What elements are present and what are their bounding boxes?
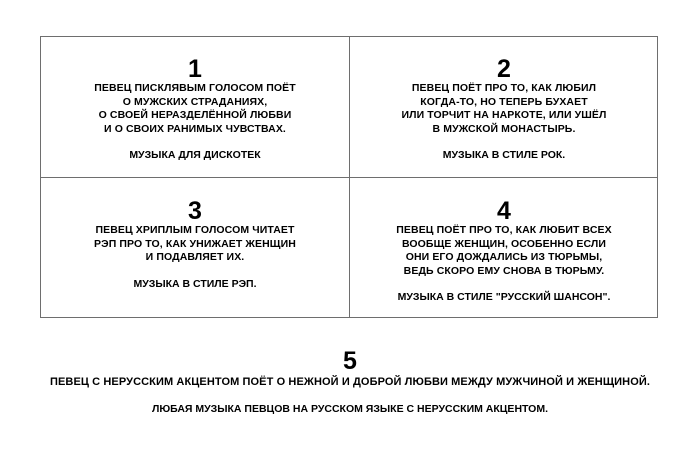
description-line: ВООБЩЕ ЖЕНЩИН, ОСОБЕННО ЕСЛИ: [401, 237, 607, 250]
cell-description: [350, 224, 658, 278]
section-description: [0, 376, 700, 390]
description-line: ОНИ ЕГО ДОЖДАЛИСЬ ИЗ ТЮРЬМЫ,: [405, 251, 603, 263]
description-line: ПЕВЕЦ ХРИПЛЫМ ГОЛОСОМ ЧИТАЕТ: [95, 224, 295, 236]
music-style-label: МУЗЫКА ДЛЯ ДИСКОТЕК: [129, 149, 261, 161]
cell-number: 1: [188, 55, 202, 83]
description-line: РЭП ПРО ТО, КАК УНИЖАЕТ ЖЕНЩИН: [94, 237, 296, 250]
description-line: ПЕВЕЦ С НЕРУССКИМ АКЦЕНТОМ ПОЁТ О НЕЖНОЙ И ДОБРОЙ ЛЮБВИ МЕЖДУ МУЖЧИНОЙ И ЖЕНЩИНОЙ.: [49, 376, 651, 388]
description-line: ПЕВЕЦ ПОЁТ ПРО ТО, КАК ЛЮБИТ ВСЕХ: [396, 224, 612, 236]
description-line: КОГДА-ТО, НО ТЕПЕРЬ БУХАЕТ: [420, 95, 588, 108]
description-line: И О СВОИХ РАНИМЫХ ЧУВСТВАХ.: [104, 122, 286, 135]
music-genre-grid: [40, 36, 658, 318]
genre-cell-1: [41, 37, 349, 177]
description-line: ИЛИ ТОРЧИТ НА НАРКОТЕ, ИЛИ УШЁЛ: [401, 109, 607, 121]
description-line: ПЕВЕЦ ПИСКЛЯВЫМ ГОЛОСОМ ПОЁТ: [94, 82, 296, 94]
music-style-label: МУЗЫКА В СТИЛЕ РЭП.: [133, 277, 257, 290]
music-style-label: ЛЮБАЯ МУЗЫКА ПЕВЦОВ НА РУССКОМ ЯЗЫКЕ С НЕРУССКИМ АКЦЕНТОМ.: [151, 402, 549, 415]
section-5: [0, 348, 700, 416]
genre-cell-2: [350, 37, 658, 177]
cell-description: [350, 82, 658, 136]
genre-cell-4: [350, 178, 658, 318]
cell-description: [41, 82, 349, 136]
description-line: О МУЖСКИХ СТРАДАНИЯХ,: [122, 95, 268, 108]
cell-number: 3: [188, 197, 202, 225]
music-style-label: МУЗЫКА В СТИЛЕ РОК.: [442, 149, 566, 161]
genre-cell-3: [41, 178, 349, 318]
cell-description: [41, 224, 349, 265]
music-style-label: МУЗЫКА В СТИЛЕ "РУССКИЙ ШАНСОН".: [397, 291, 611, 303]
section-number: 5: [343, 347, 357, 375]
description-line: ВЕДЬ СКОРО ЕМУ СНОВА В ТЮРЬМУ.: [403, 264, 605, 277]
description-line: ПЕВЕЦ ПОЁТ ПРО ТО, КАК ЛЮБИЛ: [411, 82, 597, 94]
cell-number: 4: [497, 197, 511, 225]
description-line: В МУЖСКОЙ МОНАСТЫРЬ.: [432, 122, 576, 135]
description-line: О СВОЕЙ НЕРАЗДЕЛЁННОЙ ЛЮБВИ: [98, 109, 292, 121]
cell-number: 2: [497, 55, 511, 83]
description-line: И ПОДАВЛЯЕТ ИХ.: [145, 251, 245, 263]
